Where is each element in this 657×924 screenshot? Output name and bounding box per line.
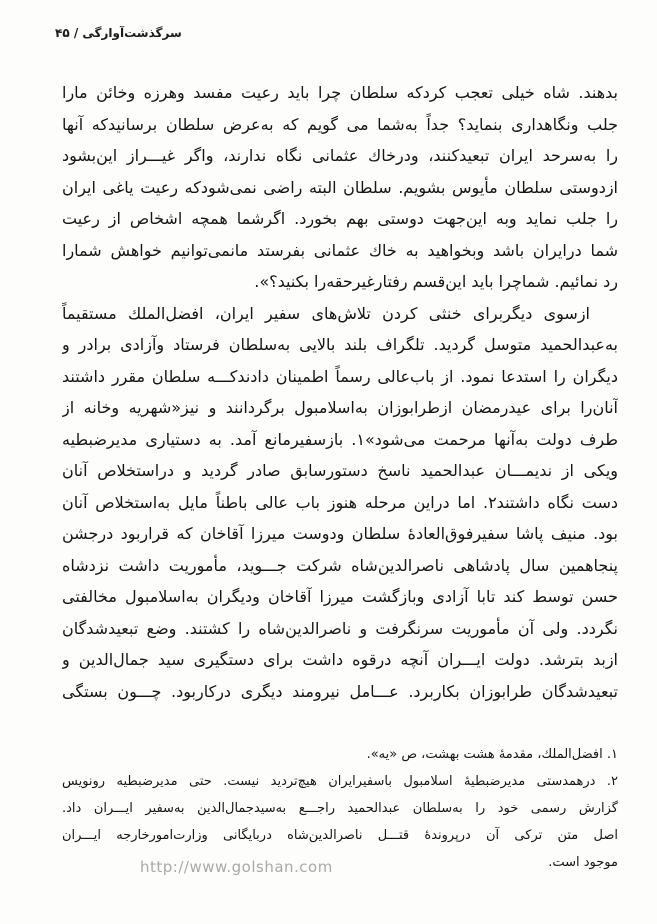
body-line: تبعیدشدگان طرابوزان بکاربرد. عـــامل نیرومند دیگری درکاربود. چـــون بستگی: [62, 681, 618, 701]
body-line: طرف دولت به‌آنها مرحمت می‌شود»۱. بازسفیرمانع آمد. به دستیاری مدیرضبطیه: [62, 429, 618, 449]
body-line: دست نگاه داشتند۲. اما دراین مرحله هنوز باب عالی باطناً مایل به‌استخلاص آنان: [62, 492, 618, 512]
body-line: رد نمائیم. شماچرا باید این‌قسم رفتارغیرحقه‌را بکنید؟».: [254, 272, 618, 291]
body-line: ازدوستی سلطان مأیوس بشویم. سلطان البته راضی نمی‌شودکه رعیت یاغی ایران: [62, 177, 618, 197]
body-line: نگردد. ولی آن مأموریت سرنگرفت و ناصرالدین‌شاه را کشتند. وضع تبعیدشدگان: [62, 618, 618, 638]
body-line: ویکی از ندیمـــان عبدالحمید ناسخ دستورسابق صادر گردید و دراستخلاص آنان: [62, 461, 618, 480]
body-line: به‌عبدالحمید متوسل گردید. تلگراف بلند بالایی به‌سلطان فرستاد وآزادی برادر و: [62, 335, 618, 354]
body-line: جلب ونگاهداری بنماید؟ جداً به‌شما می گویم که به‌عرض سلطان برسانیدکه آنها: [62, 114, 618, 134]
footnote-line: اصل متن ترکی آن درپروندهٔ قتـــل ناصرالدین‌شاه دربایگانی وزارت‌امورخارجه ایـــران: [62, 828, 618, 843]
body-line: را جلب نماید وبه این‌جهت دوستی بهم بخورد. اگرشما همچه اشخاص از رعیت: [62, 209, 618, 228]
running-header: سرگذشت‌آوارگی / ۴۵: [55, 26, 182, 40]
footnote-line: گزارش رسمی خود را به‌سلطان عبدالحمید راجـــع به‌سیدجمال‌الدین به‌سفیر ایـــران داد.: [62, 801, 618, 816]
footnote-line: موجود است.: [548, 855, 618, 870]
body-line: را به‌سرحد ایران تبعیدکنند، ودرخاك عثمانی نگاه ندارند، واگر غیـــراز این‌بشود: [62, 146, 618, 165]
body-line: آنان‌را برای عیدرمضان ازطرابوزان به‌اسلامبول برگردانند و نیز«شهریه وخانه از: [62, 398, 618, 417]
body-line: شما درایران باشد وبخواهید به خاك عثمانی بفرستد مانمی‌توانیم خواهش شمارا: [62, 240, 618, 260]
body-line: بود. منیف پاشا سفیرفوق‌العادهٔ سلطان ودوست میرزا آقاخان که قراربود درجشن: [62, 524, 618, 543]
footnote-line: ۲. درهمدستی مدیرضبطیهٔ اسلامبول باسفیرایران هیچ‌تردید نیست. حتی مدیرضبطیه رونویس: [62, 774, 618, 789]
body-line: حسن توسط کند تابا آزادی وبازگشت میرزا آقاخان ودیگران به‌اسلامبول مخالفتی: [62, 587, 618, 606]
body-line: ازسوی دیگربرای خنثی کردن تلاش‌های سفیر ایران، افضل‌الملك مستقیماً: [62, 303, 590, 323]
footnotes: [62, 741, 618, 876]
body-line: بدهند. شاه خیلی تعجب کردکه سلطان چرا باید رعیت مفسد وهرزه وخائن مارا: [62, 83, 618, 102]
body-text: [62, 77, 618, 707]
watermark-url: http://www.golshan.com: [140, 858, 333, 876]
body-line: ازبد بترشد. دولت ایـــران آنچه درقوه داشت برای دستگیری سید جمال‌الدین و: [62, 650, 618, 669]
body-line: پنجاهمین سال پادشاهی ناصرالدین‌شاه شرکت جـــوید، مأموریت داشت نزدشاه: [62, 555, 618, 575]
footnote-line: ۱. افضل‌الملك، مقدمهٔ هشت بهشت، ص «یه».: [366, 747, 618, 762]
body-line: دیگران را استدعا نمود. از باب‌عالی رسماً اطمینان دادندکـــه سلطان مقرر داشتند: [62, 366, 618, 386]
